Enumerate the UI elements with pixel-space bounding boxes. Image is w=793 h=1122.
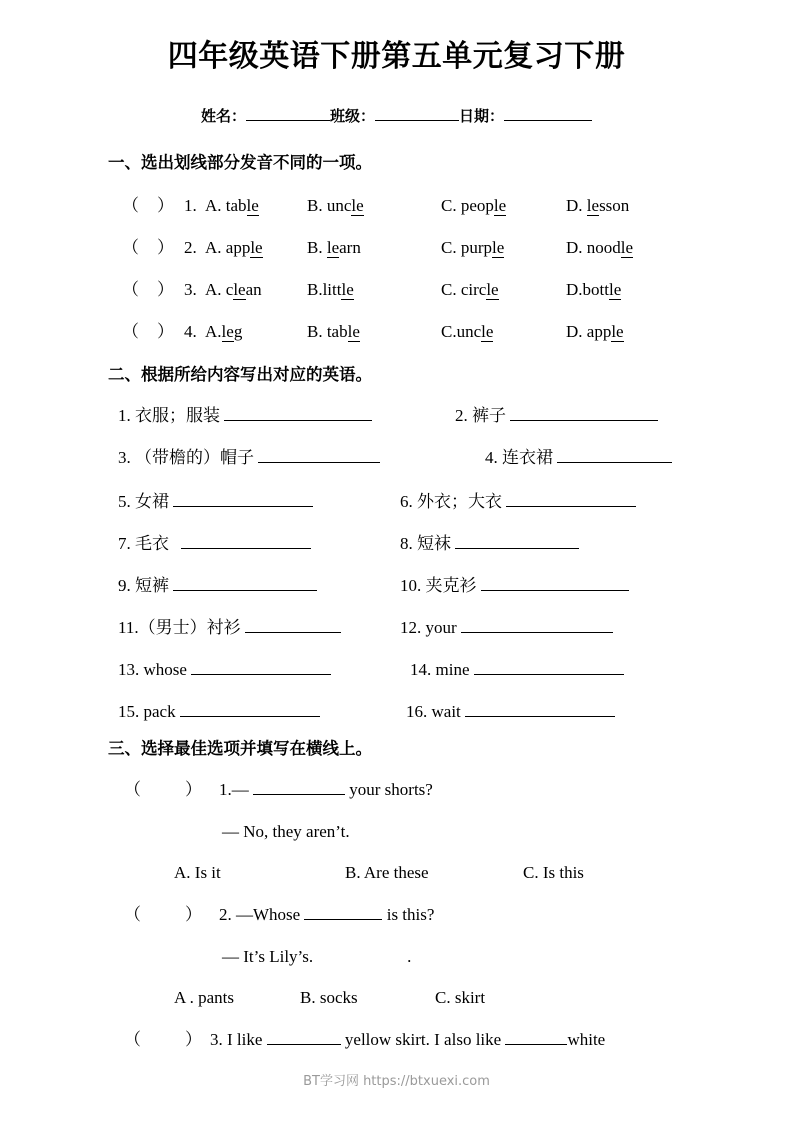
section1-q2-option-c[interactable] (441, 236, 504, 260)
option-text: C. purp (441, 238, 492, 257)
bracket-open: （ (124, 780, 141, 799)
section1-q1-option-c[interactable] (441, 194, 506, 218)
option-underlined-part: le (250, 238, 263, 257)
bracket-close: ） (157, 322, 174, 341)
section3-q1-bracket[interactable] (124, 778, 202, 802)
dash: — (231, 780, 249, 799)
option-text: D.bott (566, 280, 609, 299)
date-blank[interactable] (504, 105, 592, 121)
option-underlined-part: le (221, 322, 234, 341)
item-number: 6. (400, 492, 413, 511)
item-prompt: wait (431, 702, 461, 721)
item-answer-blank[interactable] (191, 660, 331, 675)
section2-item-11 (118, 616, 341, 640)
section1-q4-option-d[interactable] (566, 320, 624, 344)
option-text: A. c (205, 280, 234, 299)
section3-q2-option-a[interactable]: A . pants (174, 988, 234, 1007)
option-tail: sson (599, 196, 630, 215)
section1-q4-bracket[interactable] (122, 320, 174, 344)
section1-q2-option-d[interactable] (566, 236, 633, 260)
section1-q2-bracket[interactable] (122, 236, 174, 260)
class-label: 班级： (329, 107, 375, 125)
item-number: 2. (455, 406, 468, 425)
option-underlined-part: le (486, 280, 499, 299)
section-3-heading: 三、选择最佳选项并填写在横线上。 (108, 739, 372, 758)
item-prompt: （男士）衬衫 (138, 618, 241, 637)
item-number: 3. (118, 448, 131, 467)
option-underlined-part: le (586, 196, 600, 215)
section2-item-3 (118, 446, 380, 470)
item-answer-blank[interactable] (510, 406, 658, 421)
section2-item-9 (118, 574, 317, 598)
item-prompt: 外衣；大衣 (417, 492, 502, 511)
item-prompt: 女裙 (135, 492, 169, 511)
section2-item-14 (410, 658, 624, 682)
option-underlined-part: le (233, 280, 246, 299)
question-number: 1. (219, 780, 232, 799)
option-tail: g (233, 322, 243, 341)
section2-item-12 (400, 616, 613, 640)
option-text: C. circ (441, 280, 487, 299)
section3-q1-answer-line (222, 820, 350, 844)
section2-item-8 (400, 532, 579, 556)
item-prompt: 裤子 (472, 406, 506, 425)
section3-q1-option-b[interactable]: B. Are these (345, 863, 429, 882)
item-answer-blank[interactable] (461, 618, 613, 633)
section3-q2-answer-line (222, 945, 411, 969)
bracket-open: （ (122, 196, 139, 215)
section1-q4-number: 4. (184, 322, 197, 341)
section2-item-6 (400, 490, 636, 514)
section2-item-5 (118, 490, 313, 514)
stray-period: . (407, 947, 412, 966)
question-number: 3. (210, 1030, 223, 1049)
section3-q2-option-b[interactable]: B. socks (300, 988, 358, 1007)
item-number: 16. (406, 702, 428, 721)
item-answer-blank[interactable] (465, 702, 615, 717)
item-prompt: （带檐的）帽子 (135, 448, 254, 467)
bracket-open: （ (122, 322, 139, 341)
page-title: 四年级英语下册第五单元复习下册 (167, 39, 626, 74)
item-number: 4. (485, 448, 498, 467)
section1-q4-option-c[interactable] (441, 320, 493, 344)
item-answer-blank[interactable] (506, 492, 636, 507)
item-number: 8. (400, 534, 413, 553)
section2-item-10 (400, 574, 629, 598)
option-underlined-part: le (246, 196, 259, 215)
option-text: D. app (566, 322, 612, 341)
item-prompt: 衣服；服装 (135, 406, 220, 425)
section2-item-4 (485, 446, 672, 470)
item-answer-blank[interactable] (557, 448, 672, 463)
option-underlined-part: le (326, 238, 340, 257)
dash: — (222, 947, 239, 966)
item-answer-blank[interactable] (474, 660, 624, 675)
dash: —Whose (236, 905, 301, 924)
item-number: 14. (410, 660, 432, 679)
item-prompt: your (425, 618, 457, 637)
section3-q3-stem (210, 1028, 605, 1052)
bracket-close: ） (157, 238, 174, 257)
section1-q3-option-b[interactable] (307, 278, 354, 302)
option-tail: an (245, 280, 262, 299)
section-1-heading: 一、选出划线部分发音不同的一项。 (108, 153, 372, 172)
bracket-open: （ (122, 238, 139, 257)
section2-item-2 (455, 404, 658, 428)
section2-item-15 (118, 700, 320, 724)
section3-q1-option-a[interactable]: A. Is it (174, 863, 221, 882)
answer-text: It’s Lily’s. (243, 947, 314, 966)
q2-answer-blank[interactable] (304, 905, 382, 920)
item-number: 1. (118, 406, 131, 425)
section1-q3-option-c[interactable] (441, 278, 499, 302)
question-text: your shorts? (349, 780, 433, 799)
section3-q2-option-c[interactable]: C. skirt (435, 988, 486, 1007)
item-answer-blank[interactable] (173, 492, 313, 507)
bracket-close: ） (185, 780, 202, 799)
question-text-mid: yellow skirt. I also like (344, 1030, 502, 1049)
bracket-close: ） (157, 280, 174, 299)
item-prompt: whose (143, 660, 187, 679)
item-prompt: 连衣裙 (502, 448, 553, 467)
option-text: A. app (205, 238, 251, 257)
item-number: 7. (118, 534, 131, 553)
section1-q1-number: 1. (184, 196, 197, 215)
section1-q1-option-a[interactable] (205, 194, 259, 218)
item-prompt: 毛衣 (135, 534, 169, 553)
section2-item-1 (118, 404, 372, 428)
section3-q1-option-c[interactable]: C. Is this (523, 863, 584, 882)
section1-q1-bracket[interactable] (122, 194, 174, 218)
class-blank[interactable] (375, 105, 459, 121)
section2-item-13 (118, 658, 331, 682)
item-prompt: pack (143, 702, 176, 721)
option-text: A. tab (205, 196, 247, 215)
option-underlined-part: le (611, 322, 624, 341)
item-number: 9. (118, 576, 131, 595)
section1-q3-number: 3. (184, 280, 197, 299)
item-number: 10. (400, 576, 422, 595)
section1-q2-option-a[interactable] (205, 236, 263, 260)
question-number: 2. (219, 905, 232, 924)
item-answer-blank[interactable] (224, 406, 372, 421)
bracket-open: （ (122, 280, 139, 299)
dash: — (222, 822, 239, 841)
option-underlined-part: le (608, 280, 622, 299)
question-text: is this? (386, 905, 435, 924)
name-label: 姓名： (200, 107, 246, 125)
option-underlined-part: le (493, 196, 507, 215)
section2-item-16 (406, 700, 615, 724)
section1-q1-option-b[interactable] (307, 194, 364, 218)
bracket-close: ） (157, 196, 174, 215)
item-answer-blank[interactable] (173, 576, 317, 591)
item-answer-blank[interactable] (455, 534, 579, 549)
bracket-open: （ (124, 905, 141, 924)
option-text: B.litt (307, 280, 342, 299)
bracket-open: （ (124, 1030, 141, 1049)
bracket-close: ） (185, 1030, 202, 1049)
option-text: B. (307, 238, 327, 257)
section3-q2-bracket[interactable] (124, 903, 202, 927)
section1-q1-option-d[interactable] (566, 194, 629, 218)
answer-text: No, they aren’t. (243, 822, 350, 841)
item-answer-blank[interactable] (481, 576, 629, 591)
section1-q3-option-d[interactable] (566, 278, 621, 302)
section2-item-7 (118, 532, 311, 556)
item-prompt: 夹克衫 (425, 576, 477, 595)
q3-answer-blank-2[interactable] (505, 1030, 567, 1045)
item-answer-blank[interactable] (180, 702, 320, 717)
bracket-close: ） (185, 905, 202, 924)
section3-q3-bracket[interactable] (124, 1028, 202, 1052)
student-info-line (0, 105, 793, 127)
item-number: 5. (118, 492, 131, 511)
section1-q2-option-b[interactable] (307, 236, 361, 260)
option-text: D. nood (566, 238, 621, 257)
option-text: C. peop (441, 196, 494, 215)
item-number: 15. (118, 702, 140, 721)
item-number: 13. (118, 660, 140, 679)
section-2-heading: 二、根据所给内容写出对应的英语。 (108, 365, 372, 384)
option-underlined-part: le (347, 322, 360, 341)
option-underlined-part: le (481, 322, 494, 341)
item-prompt: 短裤 (135, 576, 169, 595)
section1-q3-option-a[interactable] (205, 278, 262, 302)
q1-answer-blank[interactable] (253, 780, 345, 795)
q3-answer-blank-1[interactable] (267, 1030, 341, 1045)
date-label: 日期： (459, 107, 505, 125)
option-text: D. (566, 196, 587, 215)
item-prompt: 短袜 (417, 534, 451, 553)
option-text: C.unc (441, 322, 482, 341)
section1-q3-bracket[interactable] (122, 278, 174, 302)
site-watermark: BT学习网 https://btxuexi.com (303, 1074, 490, 1089)
option-text: A. (205, 322, 222, 341)
option-underlined-part: le (620, 238, 634, 257)
section1-q4-option-a[interactable] (205, 320, 242, 344)
option-tail: arn (339, 238, 361, 257)
item-prompt: mine (435, 660, 470, 679)
option-underlined-part: le (341, 280, 354, 299)
option-text: B. unc (307, 196, 352, 215)
option-underlined-part: le (351, 196, 364, 215)
option-text: B. tab (307, 322, 348, 341)
item-answer-blank[interactable] (181, 534, 311, 549)
item-answer-blank[interactable] (258, 448, 380, 463)
question-text-end: white (567, 1030, 606, 1049)
section1-q4-option-b[interactable] (307, 320, 360, 344)
section1-q2-number: 2. (184, 238, 197, 257)
name-blank[interactable] (246, 105, 330, 121)
section3-q1-stem (219, 778, 433, 802)
option-underlined-part: le (492, 238, 505, 257)
item-answer-blank[interactable] (245, 618, 341, 633)
question-text-start: I like (227, 1030, 263, 1049)
section3-q2-stem (219, 903, 434, 927)
item-number: 12. (400, 618, 422, 637)
item-number: 11. (118, 618, 139, 637)
